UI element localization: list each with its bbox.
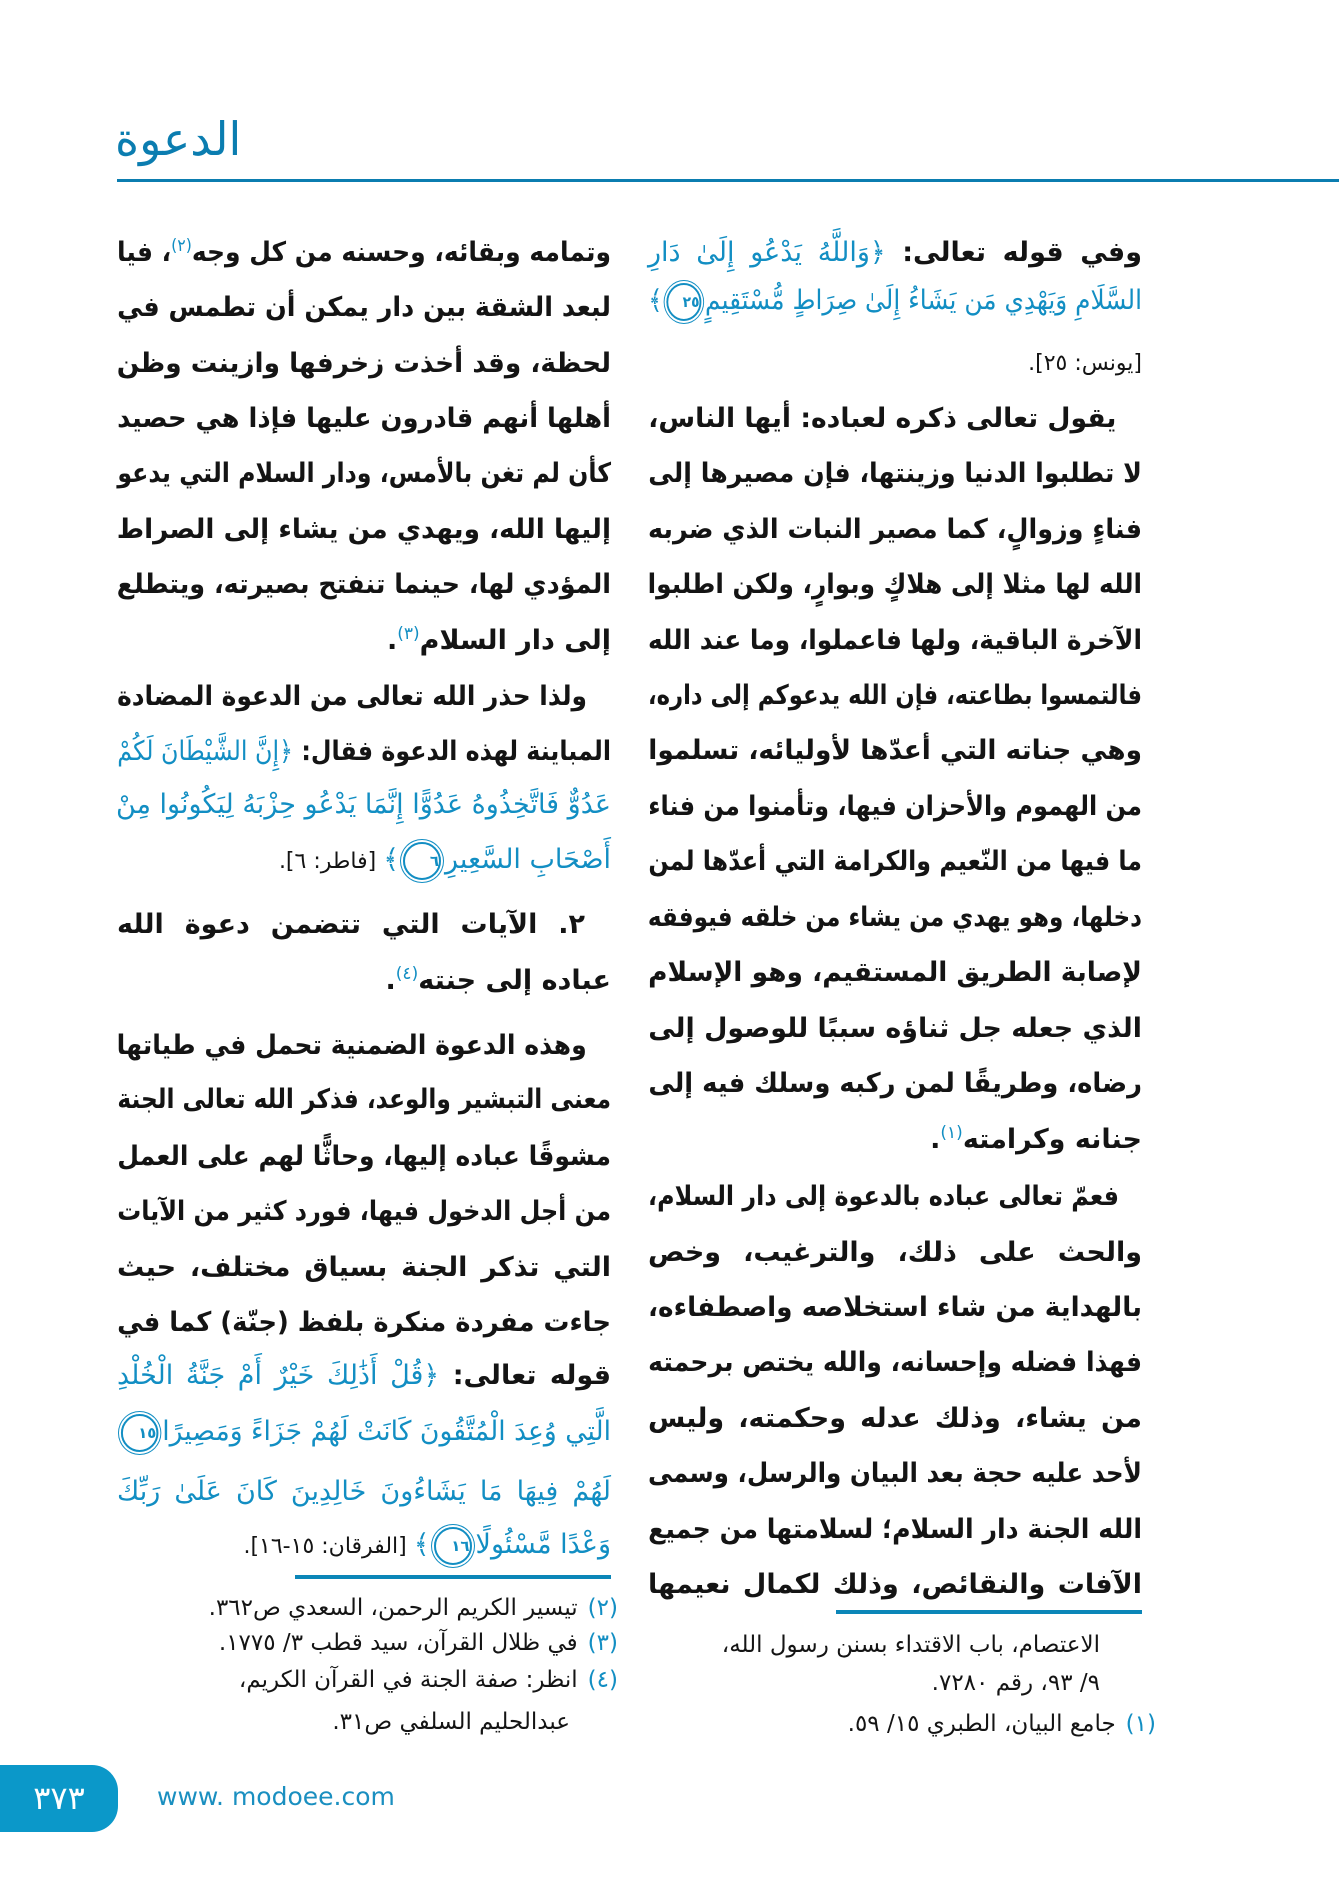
body-text: ما فيها من النّعيم والكرامة التي أعدّها لمن (648, 846, 1142, 877)
left-column-line (117, 1080, 611, 1120)
footnote-number: (٢) (587, 1595, 618, 1621)
quran-verse: ﴿وَاللَّهُ يَدْعُو إِلَىٰ دَارِ (648, 237, 886, 268)
body-text: فهذا فضله وإحسانه، والله يختص برحمته (648, 1347, 1142, 1378)
body-text: لإصابة الطريق المستقيم، وهو الإسلام (648, 957, 1142, 988)
body-text: التي تذكر الجنة بسياق مختلف، حيث (117, 1252, 611, 1283)
right-column-line (648, 342, 1142, 382)
left-column-line (117, 288, 611, 328)
quran-verse: أَصْحَابِ السَّعِيرِ (445, 844, 611, 875)
left-column-line (116, 565, 611, 605)
right-column-line (648, 233, 1142, 273)
left-column-line (116, 1026, 611, 1066)
right-column-line (647, 621, 1142, 661)
body-text: . (386, 625, 398, 656)
left-column-line (117, 677, 611, 717)
footnote-marker[interactable]: (٤) (395, 964, 419, 984)
footnote (848, 1708, 1156, 1740)
footnote-number: (٣) (587, 1630, 618, 1656)
body-text: جاءت مفردة منكرة بلفظ (جنّة) كما في (117, 1307, 611, 1338)
left-column-line (117, 732, 611, 772)
footnote-separator-left (295, 1575, 611, 1579)
quran-verse: الَّتِي وُعِدَ الْمُتَّقُونَ كَانَتْ لَهُمْ جَزَاءً وَمَصِيرًا (162, 1416, 612, 1447)
right-column-line (648, 1177, 1142, 1217)
right-column-line (648, 1064, 1142, 1104)
body-text: . (385, 965, 396, 996)
verse-reference: [فاطر: ٦]. (278, 849, 384, 874)
footnote-text: انظر: صفة الجنة في القرآن الكريم، (238, 1667, 578, 1693)
left-column-line (117, 961, 611, 1001)
right-column-line (648, 1233, 1142, 1273)
left-column-line (117, 454, 611, 494)
right-column-line (647, 898, 1142, 938)
left-column-line (117, 785, 611, 825)
body-text: يقول تعالى ذكره لعباده: أيها الناس، (648, 403, 1117, 434)
footnote (239, 1664, 618, 1696)
right-column-line (648, 1343, 1142, 1383)
left-column-line (117, 1356, 611, 1396)
ayah-number-icon: ٦ (403, 842, 441, 880)
right-column-line (648, 731, 1142, 771)
quran-verse: وَعْدًا مَّسْئُولًا (475, 1529, 611, 1560)
left-column-line (117, 621, 611, 661)
right-column-line (648, 281, 1142, 321)
left-column-line (117, 1192, 611, 1232)
body-text: إليها الله، ويهدي من يشاء إلى الصراط (116, 514, 611, 545)
body-text: إلى دار السلام (419, 625, 611, 656)
left-column-line (117, 233, 611, 273)
verse-reference: [يونس: ٢٥]. (1028, 351, 1142, 376)
right-column-line (648, 787, 1142, 827)
body-text: لحظة، وقد أخذت زخرفها وازينت وظن (116, 348, 611, 379)
right-column-line (648, 1510, 1142, 1550)
left-column-line (117, 840, 611, 880)
body-text: فالتمسوا بطاعته، فإن الله يدعوكم إلى داره، (648, 680, 1142, 711)
header-rule (117, 179, 1339, 182)
right-column-line (648, 842, 1142, 882)
body-text: لبعد الشقة بين دار يمكن أن تطمس في (117, 292, 611, 323)
right-column-line (648, 1565, 1142, 1605)
body-text: وهذه الدعوة الضمنية تحمل في طياتها (116, 1030, 587, 1061)
body-text: المباينة لهذه الدعوة فقال: (293, 736, 611, 767)
quran-verse: عَدُوٌّ فَاتَّخِذُوهُ عَدُوًّا إِنَّمَا يَدْعُو حِزْبَهُ لِيَكُونُوا مِنْ (115, 789, 611, 820)
quran-verse: السَّلَامِ وَيَهْدِي مَن يَشَاءُ إِلَىٰ صِرَاطٍ مُّسْتَقِيمٍ (705, 285, 1142, 316)
quran-verse: ﴾ (648, 285, 663, 316)
left-column-line (116, 344, 611, 384)
body-text: وهي جناته التي أعدّها لأوليائه، تسلموا (648, 735, 1142, 766)
footnote-text: تيسير الكريم الرحمن، السعدي ص٣٦٢. (208, 1595, 578, 1621)
right-column-line (648, 1120, 1142, 1160)
right-column-line (648, 454, 1142, 494)
left-column-line (117, 1525, 611, 1565)
body-text: دخلها، وهو يهدي من يشاء من خلقه فيوفقه (647, 902, 1142, 933)
quran-verse: ﴿إِنَّ الشَّيْطَانَ لَكُمْ (117, 736, 294, 767)
body-text: من أجل الدخول فيها، فورد كثير من الآيات (117, 1196, 611, 1227)
body-text: لأحد عليه حجة بعد البيان والرسل، وسمى (648, 1458, 1142, 1489)
body-text: من الهموم والأحزان فيها، وتأمنوا من فناء (648, 791, 1142, 822)
body-text: الذي جعله جل ثناؤه سببًا للوصول إلى (648, 1013, 1142, 1044)
footnote-marker[interactable]: (٢) (171, 236, 192, 256)
chapter-title: الدعوة (115, 112, 242, 166)
ayah-number-icon: ١٦ (434, 1527, 472, 1565)
quran-verse: ﴾ (413, 1529, 430, 1560)
footnote-text: عبدالحليم السلفي ص٣١. (332, 1709, 570, 1735)
body-text: معنى التبشير والوعد، فذكر الله تعالى الجنة (117, 1084, 611, 1115)
left-column-line (124, 1412, 611, 1452)
left-column-line (117, 1137, 611, 1177)
body-text: المؤدي لها، حينما تنفتح بصيرته، ويتطلع (116, 569, 611, 600)
footnote (932, 1667, 1100, 1699)
left-column-line (117, 1248, 611, 1288)
body-text: . (930, 1124, 941, 1155)
footnote-text: جامع البيان، الطبري ١٥/ ٥٩. (847, 1711, 1116, 1737)
footnote-number: (١) (1125, 1711, 1156, 1737)
body-text: وتمامه وبقائه، وحسنه من كل وجه (191, 237, 611, 268)
body-text: جنانه وكرامته (962, 1124, 1142, 1155)
body-text: الله لها مثلا إلى هلاكٍ وبوارٍ، ولكن اطلبوا (647, 569, 1142, 600)
left-column-line (117, 399, 611, 439)
right-column-line (648, 676, 1142, 716)
left-column-line (117, 905, 611, 945)
right-column-line (650, 1009, 1142, 1049)
body-text: والحث على ذلك، والترغيب، وخص (648, 1237, 1142, 1268)
body-text: رضاه، وطريقًا لمن ركبه وسلك فيه إلى (648, 1068, 1142, 1099)
footnote-text: الاعتصام، باب الاقتداء بسنن رسول الله، (721, 1632, 1100, 1658)
body-text: عباده إلى جنته (418, 965, 611, 996)
right-column-line (648, 399, 1142, 439)
body-text: فناءٍ وزوالٍ، كما مصير النبات الذي ضربه (647, 514, 1142, 545)
right-column-line (648, 953, 1142, 993)
body-text: وفي قوله تعالى: (885, 237, 1142, 268)
right-column-line (647, 510, 1142, 550)
right-column-line (648, 1288, 1142, 1328)
quran-verse: ﴿قُلْ أَذَٰلِكَ خَيْرٌ أَمْ جَنَّةُ الْخُلْدِ (117, 1360, 440, 1391)
quran-verse: لَهُمْ فِيهَا مَا يَشَاءُونَ خَالِدِينَ كَانَ عَلَىٰ رَبِّكَ (117, 1476, 611, 1507)
footnote (332, 1706, 570, 1738)
right-column-line (648, 1399, 1142, 1439)
ayah-number-icon: ١٥ (121, 1414, 158, 1452)
website-url[interactable]: www. modoee.com (157, 1782, 395, 1811)
quran-verse: ﴾ (383, 844, 400, 875)
body-text: ولذا حذر الله تعالى من الدعوة المضادة (117, 681, 588, 712)
footnote-text: في ظلال القرآن، سيد قطب ٣/ ١٧٧٥. (218, 1630, 578, 1656)
footnote (219, 1627, 618, 1659)
body-text: فعمّ تعالى عباده بالدعوة إلى دار السلام، (648, 1181, 1120, 1212)
left-column-line (117, 1303, 611, 1343)
footnote-marker[interactable]: (١) (940, 1123, 963, 1143)
left-column-line (117, 1472, 611, 1512)
body-text: قوله تعالى: (439, 1360, 612, 1391)
body-text: مشوقًا عباده إليها، وحاثًّا لهم على العمل (117, 1141, 611, 1172)
page-number-badge: ٣٧٣ (0, 1765, 118, 1832)
body-text: بالهداية من شاء استخلاصه واصطفاءه، (648, 1292, 1142, 1323)
body-text: كأن لم تغن بالأمس، ودار السلام التي يدعو (117, 458, 611, 489)
footnote-separator-right (836, 1610, 1142, 1614)
body-text: ، فيا (117, 237, 172, 268)
body-text: ٢. الآيات التي تتضمن دعوة الله (117, 909, 585, 940)
right-column-line (648, 1454, 1142, 1494)
right-column-line (647, 565, 1142, 605)
footnote-marker[interactable]: (٣) (397, 624, 420, 644)
verse-reference: [الفرقان: ١٥-١٦]. (243, 1534, 414, 1559)
body-text: الآخرة الباقية، ولها فاعملوا، وما عند الله (647, 625, 1142, 656)
body-text: لا تطلبوا الدنيا وزينتها، فإن مصيرها إلى (648, 458, 1142, 489)
body-text: الآفات والنقائص، وذلك لكمال نعيمها (648, 1569, 1142, 1600)
footnote-number: (٤) (587, 1667, 618, 1693)
footnote (209, 1592, 618, 1624)
footnote (722, 1629, 1100, 1661)
ayah-number-icon: ٢٥ (666, 283, 701, 321)
body-text: أهلها أنهم قادرون عليها فإذا هي حصيد (117, 403, 611, 434)
footnote-text: ٩/ ٩٣، رقم ٧٢٨٠. (931, 1670, 1100, 1696)
left-column-line (116, 510, 611, 550)
body-text: الله الجنة دار السلام؛ لسلامتها من جميع (648, 1514, 1142, 1545)
body-text: من يشاء، وذلك عدله وحكمته، وليس (648, 1403, 1142, 1434)
